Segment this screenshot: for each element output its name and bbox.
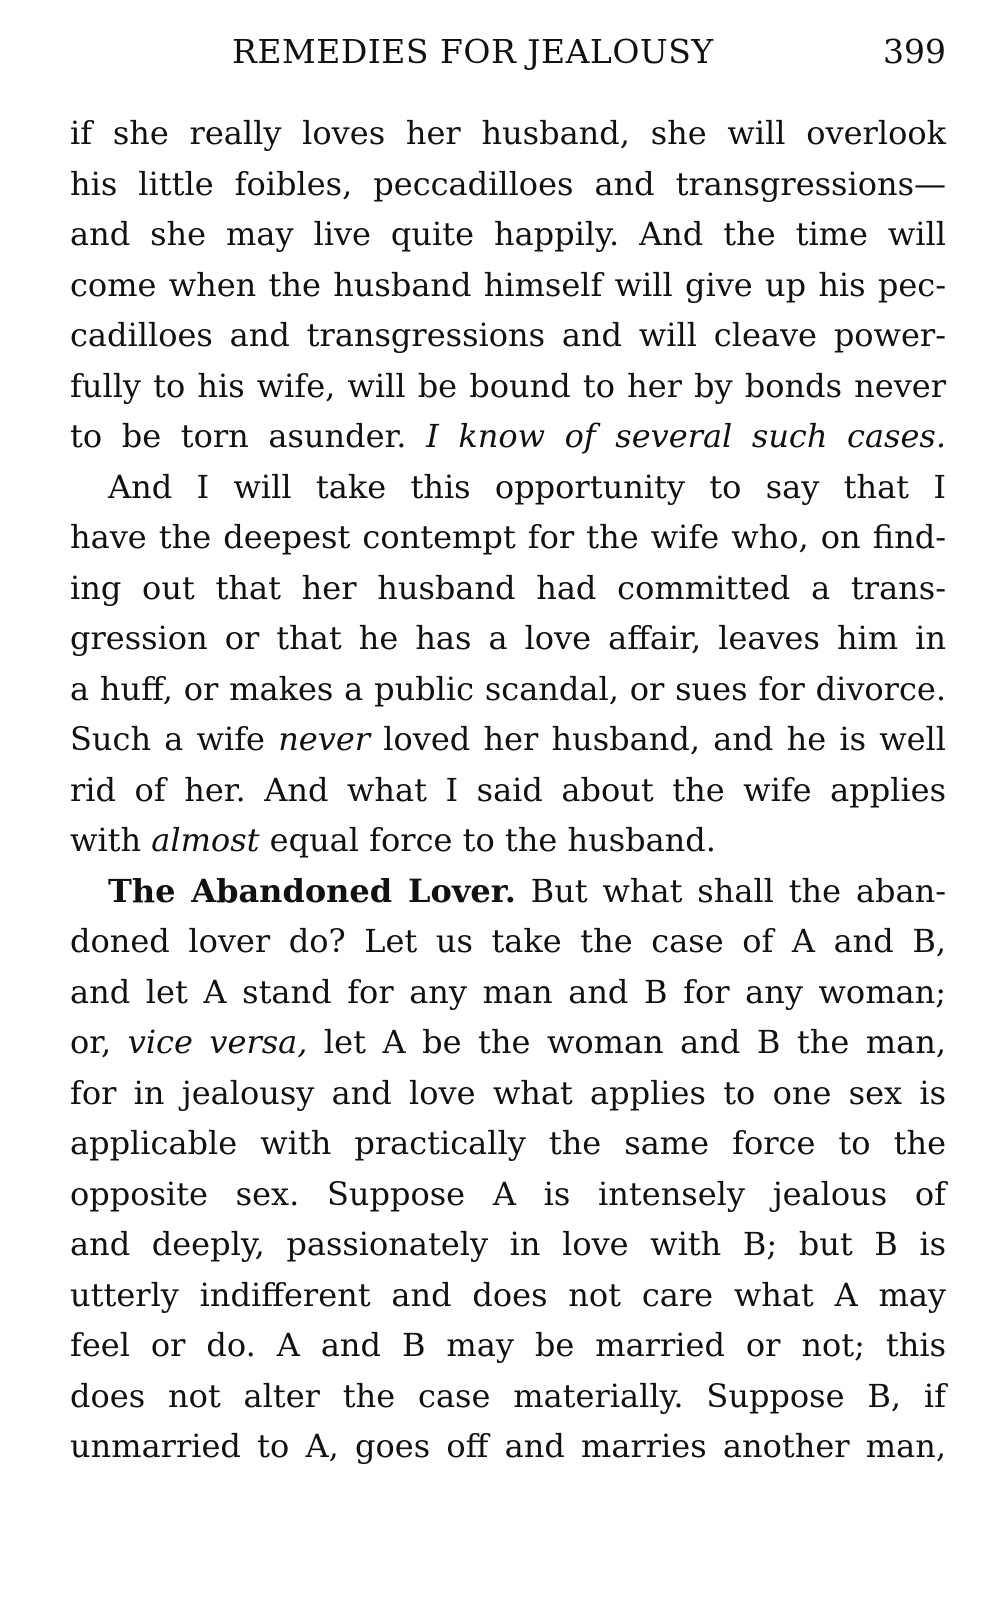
text-line: fully to his wife, will be bound to her by bonds never xyxy=(70,366,946,405)
text-fragment: equal force to the husband. xyxy=(259,821,716,859)
text-line: a huff, or makes a public scandal, or sues for divorce. xyxy=(70,669,946,708)
text-line: for in jealousy and love what applies to one sex is xyxy=(70,1073,946,1112)
text-fragment: or, xyxy=(70,1023,128,1061)
text-line: feel or do. A and B may be married or not; this xyxy=(70,1326,946,1364)
running-title: REMEDIES FOR JEALOUSY xyxy=(232,32,714,71)
text-line: unmarried to A, goes off and marries another man, xyxy=(70,1427,946,1465)
text-line xyxy=(70,1017,946,1068)
body-text xyxy=(70,108,946,1472)
text-line: opposite sex. Suppose A is intensely jealous of xyxy=(70,1174,946,1213)
text-line: have the deepest contempt for the wife who, on find- xyxy=(70,518,946,556)
text-line: ing out that her husband had committed a trans- xyxy=(70,568,946,607)
text-fragment: to be torn asunder. xyxy=(70,417,427,455)
paragraph-3 xyxy=(70,866,946,1472)
running-header xyxy=(70,28,946,80)
paragraph-2 xyxy=(70,462,946,866)
italic-emphasis: vice versa, xyxy=(127,1023,308,1061)
page-number: 399 xyxy=(883,32,946,71)
text-line xyxy=(70,411,946,462)
text-line: if she really loves her husband, she will overlook xyxy=(70,114,946,152)
text-line xyxy=(70,714,946,765)
text-fragment: Such a wife xyxy=(70,720,279,758)
italic-emphasis: I know of several such cases. xyxy=(426,417,947,455)
text-line: does not alter the case materially. Suppose B, if xyxy=(70,1376,946,1415)
text-line: doned lover do? Let us take the case of A and B, xyxy=(70,922,946,960)
text-line xyxy=(70,866,946,917)
text-line: and she may live quite happily. And the time will xyxy=(70,215,946,253)
section-subheading: The Abandoned Lover. xyxy=(108,871,516,910)
text-line: and let A stand for any man and B for any woman; xyxy=(70,972,946,1011)
italic-emphasis: almost xyxy=(151,821,260,859)
text-line: applicable with practically the same force to the xyxy=(70,1124,946,1162)
text-line: utterly indifferent and does not care what A may xyxy=(70,1275,946,1314)
italic-emphasis: never xyxy=(278,720,371,758)
text-line: rid of her. And what I said about the wife applies xyxy=(70,770,946,809)
text-fragment: loved her husband, and he is well xyxy=(370,720,947,758)
text-line xyxy=(70,815,946,866)
text-fragment: with xyxy=(70,821,152,859)
text-line: come when the husband himself will give up his pec- xyxy=(70,265,946,304)
text-line: And I will take this opportunity to say that I xyxy=(108,467,946,506)
text-line: cadilloes and transgressions and will cleave power- xyxy=(70,316,946,354)
text-fragment: let A be the woman and B the man, xyxy=(307,1023,946,1061)
text-line: and deeply, passionately in love with B; but B is xyxy=(70,1225,946,1263)
paragraph-1 xyxy=(70,108,946,462)
text-line: his little foibles, peccadilloes and transgressions— xyxy=(70,164,946,203)
text-fragment: But what shall the aban- xyxy=(515,871,947,910)
text-line: gression or that he has a love affair, leaves him in xyxy=(70,619,946,657)
